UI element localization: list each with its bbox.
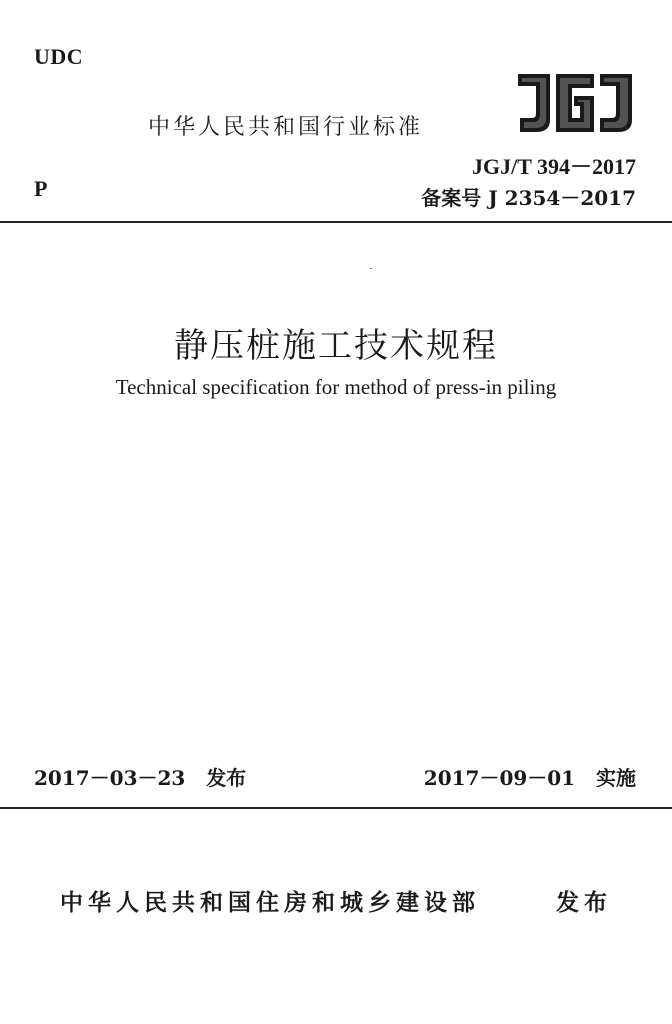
- category-label: P: [34, 176, 48, 201]
- issue-label: 发布: [206, 766, 247, 790]
- bottom-divider: [0, 807, 672, 809]
- jgj-logo: [512, 66, 638, 138]
- issue-date: 2017－03－23: [34, 766, 186, 790]
- publisher-action: 发布: [556, 890, 612, 916]
- standard-code: JGJ/T 394－2017: [471, 154, 636, 179]
- implement-date-line: [424, 762, 636, 791]
- top-divider: [0, 221, 672, 223]
- publisher-name: 中华人民共和国住房和城乡建设部: [60, 890, 480, 916]
- implement-label: 实施: [596, 766, 636, 790]
- title-chinese: 静压桩施工技术规程: [174, 326, 498, 366]
- title-english: Technical specification for method of press-in piling: [115, 375, 557, 399]
- print-speck: [370, 268, 372, 269]
- implement-date: 2017－09－01: [423, 766, 576, 790]
- udc-label: UDC: [34, 44, 84, 69]
- record-number: 备案号 J 2354－2017: [421, 186, 636, 210]
- issue-date-line: [34, 762, 246, 791]
- standard-type: 中华人民共和国行业标准: [148, 115, 424, 140]
